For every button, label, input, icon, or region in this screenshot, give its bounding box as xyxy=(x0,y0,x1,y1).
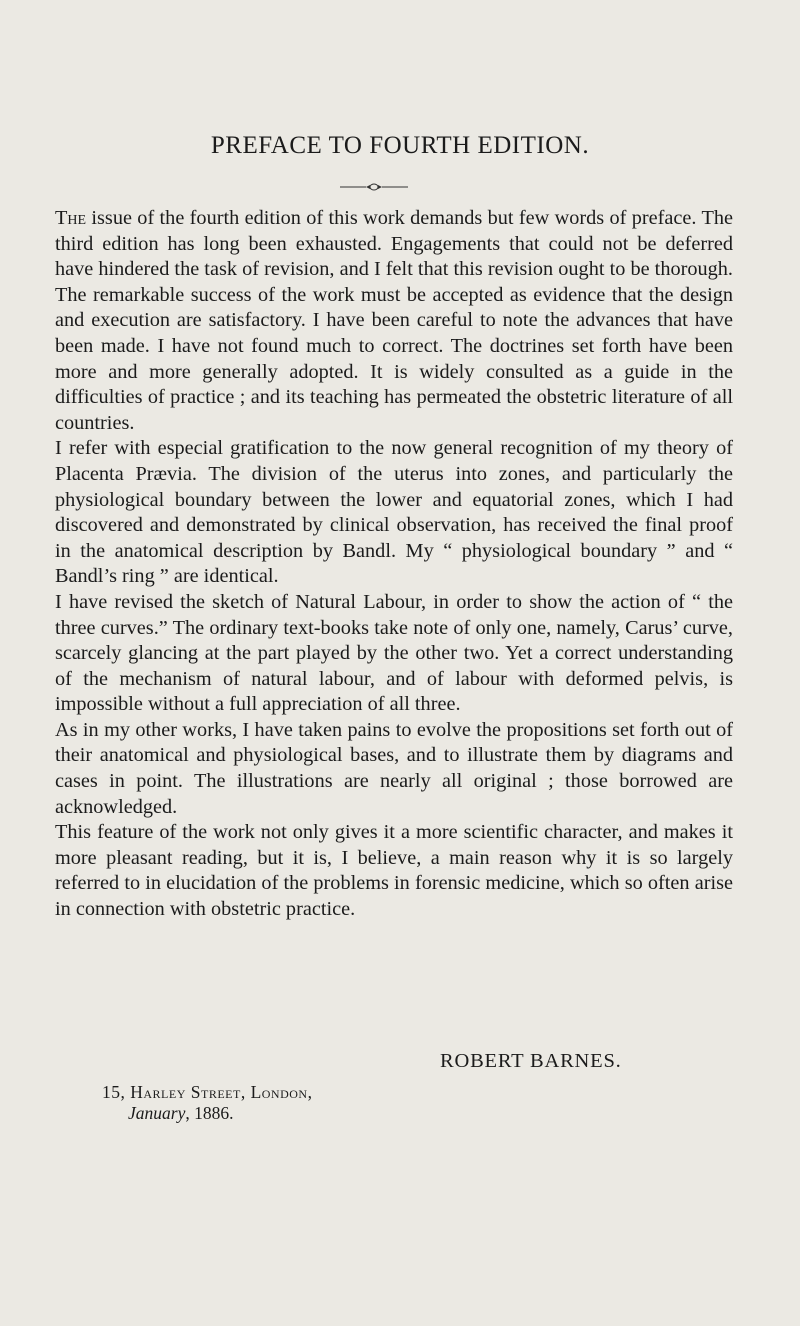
author-address xyxy=(102,1082,312,1124)
paragraph-text: This feature of the work not only gives it a more scientific character, and makes it more pleasant reading, but it is, I believe, a main reason why it is so largely referred to in elucidation of the problems in forensic medicine, which so often arise in connection with obstetric practice. xyxy=(55,821,733,921)
paragraph-text: issue of the fourth edition of this work demands but few words of preface. The third edition has long been exhausted. Engagements that could not be deferred have hindered the task of revision, and I felt that this revision ought to be thorough. The remarkable success of the work must be accepted as evidence that the design and execution are satisfactory. I have been careful to note the advances that have been made. I have not found much to correct. The doctrines set forth have been more and more generally adopted. It is widely consulted as a guide in the difficulties of practice ; and its teaching has permeated the obstetric literature of all countries. xyxy=(55,207,733,434)
paragraph-text: I refer with especial gratification to the now general recognition of my theory of Placenta Prævia. The division of the uterus into zones, and particularly the physiological boundary between the lower and equatorial zones, which I had discovered and demonstrated by clinical observation, has received the final proof in the anatomical description by Bandl. My “ physiological boundary ” and “ Bandl’s ring ” are identical. xyxy=(55,437,733,588)
paragraph-text: I have revised the sketch of Natural Labour, in order to show the action of “ the three curves.” The ordinary text-books take note of only one, namely, Carus’ curve, scarcely glancing at the part played by the other two. Yet a correct understanding of the mechanism of natural labour, and of labour with deformed pelvis, is impossible without a full appreciation of all three. xyxy=(55,590,733,716)
address-date xyxy=(102,1103,312,1124)
address-street: 15, Harley Street, London, xyxy=(102,1082,313,1102)
paragraph-3 xyxy=(55,590,733,718)
paragraph-4 xyxy=(55,718,733,820)
paragraph-5 xyxy=(55,820,733,922)
author-signature: ROBERT BARNES. xyxy=(440,1050,622,1072)
address-month: January xyxy=(128,1103,186,1123)
paragraph-text: As in my other works, I have taken pains to evolve the propositions set forth out of their anatomical and physiological bases, and to illustrate them by diagrams and cases in point. The illustrations are nearly all original ; those borrowed are acknowledged. xyxy=(55,718,733,818)
ornament-divider xyxy=(340,182,408,192)
paragraph-2 xyxy=(55,436,733,590)
paragraph-lead-word: The xyxy=(55,207,87,229)
paragraph-1 xyxy=(55,206,733,436)
address-year: , 1886. xyxy=(185,1103,234,1123)
preface-body xyxy=(55,206,733,923)
page-title: PREFACE TO FOURTH EDITION. xyxy=(210,132,590,159)
